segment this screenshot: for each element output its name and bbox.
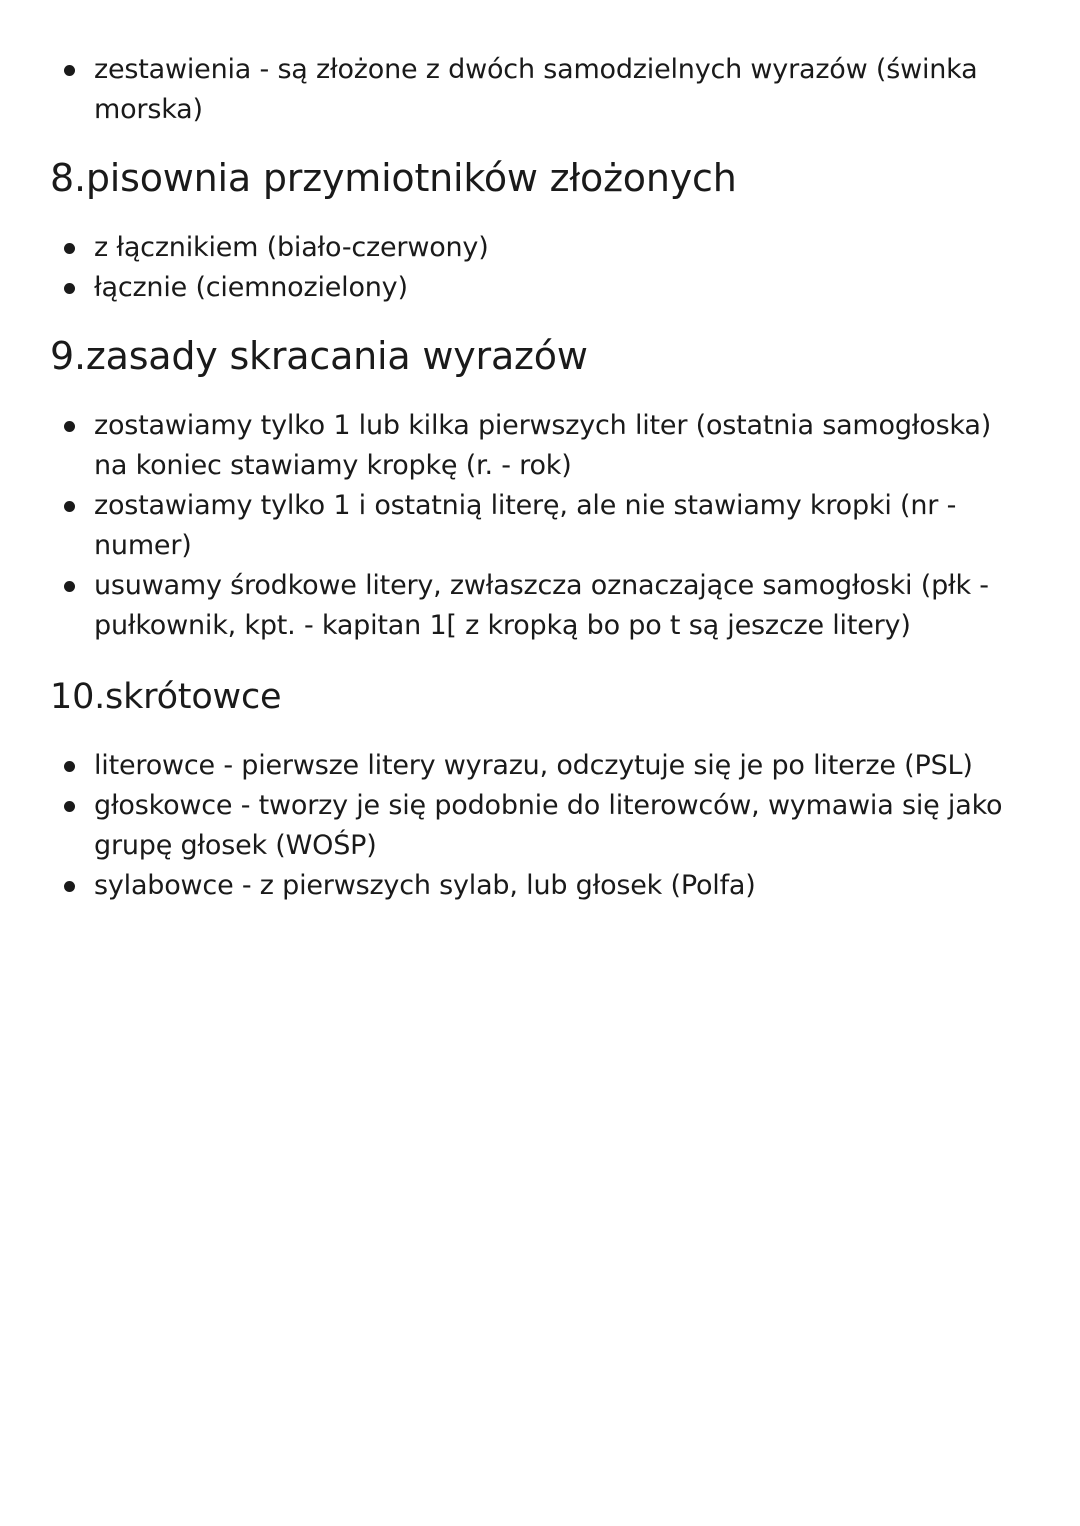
list-item — [0, 268, 1080, 308]
bullet-icon — [64, 65, 75, 76]
list-item-text: zostawiamy tylko 1 i ostatnią literę, ale nie stawiamy kropki (nr - numer) — [94, 490, 957, 561]
bullet-icon — [64, 801, 75, 812]
bullet-icon — [64, 581, 75, 592]
section-8-title: 8.pisownia przymiotników złożonych — [50, 156, 737, 200]
section-9-list — [0, 406, 1080, 646]
bullet-icon — [64, 283, 75, 294]
section-10-title: 10.skrótowce — [50, 677, 282, 717]
list-item-text: z łącznikiem (biało-czerwony) — [94, 232, 489, 263]
bullet-icon — [64, 501, 75, 512]
section-8-list — [0, 228, 1080, 308]
list-item — [0, 866, 1080, 906]
list-item — [0, 746, 1080, 786]
list-item — [0, 566, 1080, 646]
bullet-icon — [64, 881, 75, 892]
list-item — [0, 228, 1080, 268]
list-item-text: łącznie (ciemnozielony) — [94, 272, 408, 303]
section-10-list — [0, 746, 1080, 906]
list-item-text: zestawienia - są złożone z dwóch samodzielnych wyrazów (świnka morska) — [94, 54, 978, 125]
list-item-text: głoskowce - tworzy je się podobnie do literowców, wymawia się jako grupę głosek (WOŚP) — [94, 790, 1003, 861]
list-item-text: sylabowce - z pierwszych sylab, lub głosek (Polfa) — [94, 870, 756, 901]
bullet-icon — [64, 761, 75, 772]
list-item — [0, 50, 1080, 130]
list-item — [0, 486, 1080, 566]
list-item-text: zostawiamy tylko 1 lub kilka pierwszych liter (ostatnia samogłoska) na koniec stawiamy kropkę (r. - rok) — [94, 410, 992, 481]
bullet-icon — [64, 421, 75, 432]
top-list — [0, 50, 1080, 130]
list-item-text: literowce - pierwsze litery wyrazu, odczytuje się je po literze (PSL) — [94, 750, 973, 781]
bullet-icon — [64, 243, 75, 254]
list-item-text: usuwamy środkowe litery, zwłaszcza oznaczające samogłoski (płk - pułkownik, kpt. - kapitan 1[ z kropką bo po t są jeszcze litery) — [94, 570, 989, 641]
list-item — [0, 406, 1080, 486]
section-9-title: 9.zasady skracania wyrazów — [50, 334, 588, 378]
list-item — [0, 786, 1080, 866]
